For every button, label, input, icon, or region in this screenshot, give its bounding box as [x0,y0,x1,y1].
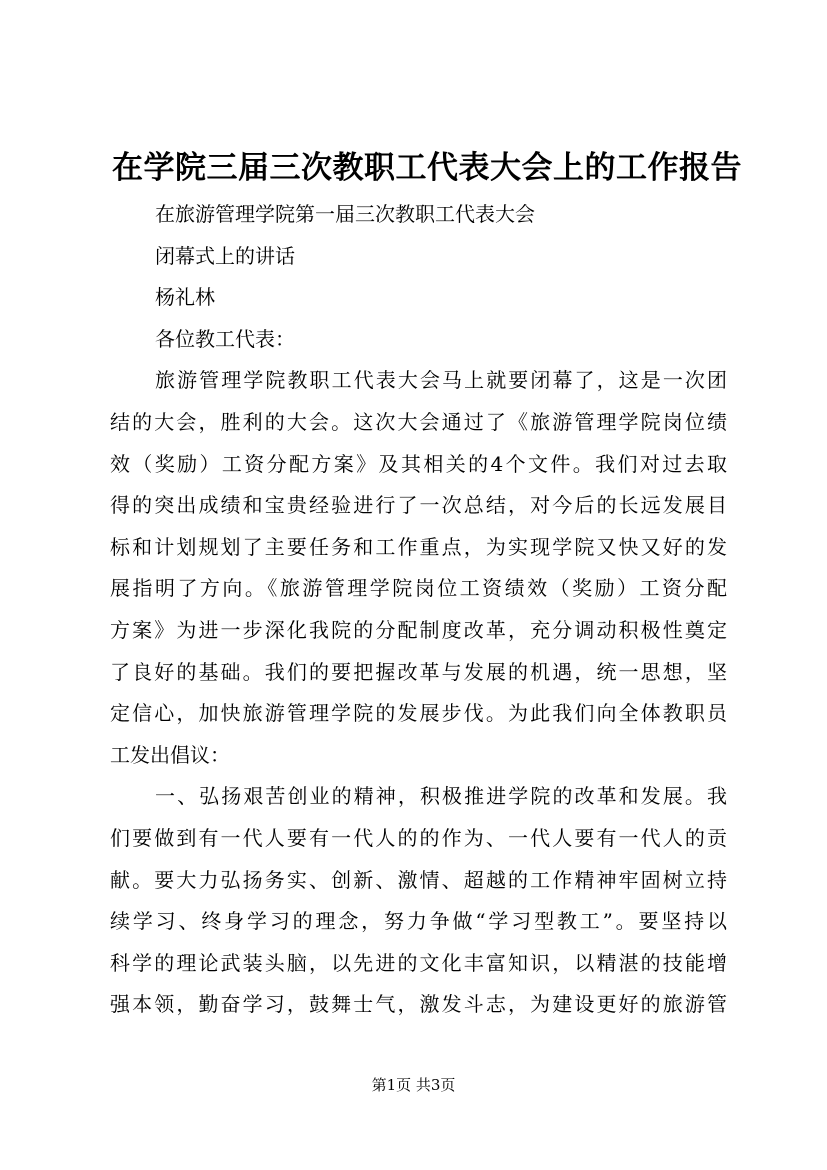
page-footer: 第1页 共3页 [371,1076,456,1094]
document-body [110,194,727,1026]
body-line: 们要做到有一代人要有一代人的的作为、一代人要有一代人的贡 [110,825,727,850]
body-line: 强本领，勤奋学习，鼓舞士气，激发斗志，为建设更好的旅游管 [110,992,727,1017]
body-line: 得的突出成绩和宝贵经验进行了一次总结，对今后的长远发展目 [110,493,727,518]
body-line: 续学习、终身学习的理念，努力争做“学习型教工”。要坚持以 [110,909,727,934]
body-line: 效（奖励）工资分配方案》及其相关的4个文件。我们对过去取 [110,451,727,476]
body-line: 献。要大力弘扬务实、创新、激情、超越的工作精神牢固树立持 [110,867,727,892]
body-line: 在旅游管理学院第一届三次教职工代表大会 [155,202,535,226]
document-title: 在学院三届三次教职工代表大会上的工作报告 [112,150,742,186]
body-line: 标和计划规划了主要任务和工作重点，为实现学院又快又好的发 [110,534,727,559]
body-line: 各位教工代表： [155,326,295,351]
body-line: 定信心，加快旅游管理学院的发展步伐。为此我们向全体教职员 [110,701,727,726]
body-line: 闭幕式上的讲话 [155,243,295,268]
body-line: 结的大会，胜利的大会。这次大会通过了《旅游管理学院岗位绩 [110,409,727,434]
body-line: 科学的理论武装头脑，以先进的文化丰富知识，以精湛的技能增 [110,950,727,975]
body-line: 杨礼林 [155,285,215,310]
body-line: 工发出倡议： [110,742,230,767]
body-line: 旅游管理学院教职工代表大会马上就要闭幕了，这是一次团 [155,368,727,393]
body-line: 了良好的基础。我们的要把握改革与发展的机遇，统一思想，坚 [110,659,727,684]
body-line: 方案》为进一步深化我院的分配制度改革，充分调动积极性奠定 [110,617,727,642]
body-line: 一、弘扬艰苦创业的精神，积极推进学院的改革和发展。我 [155,784,727,809]
body-line: 展指明了方向。《旅游管理学院岗位工资绩效（奖励）工资分配 [110,576,727,601]
